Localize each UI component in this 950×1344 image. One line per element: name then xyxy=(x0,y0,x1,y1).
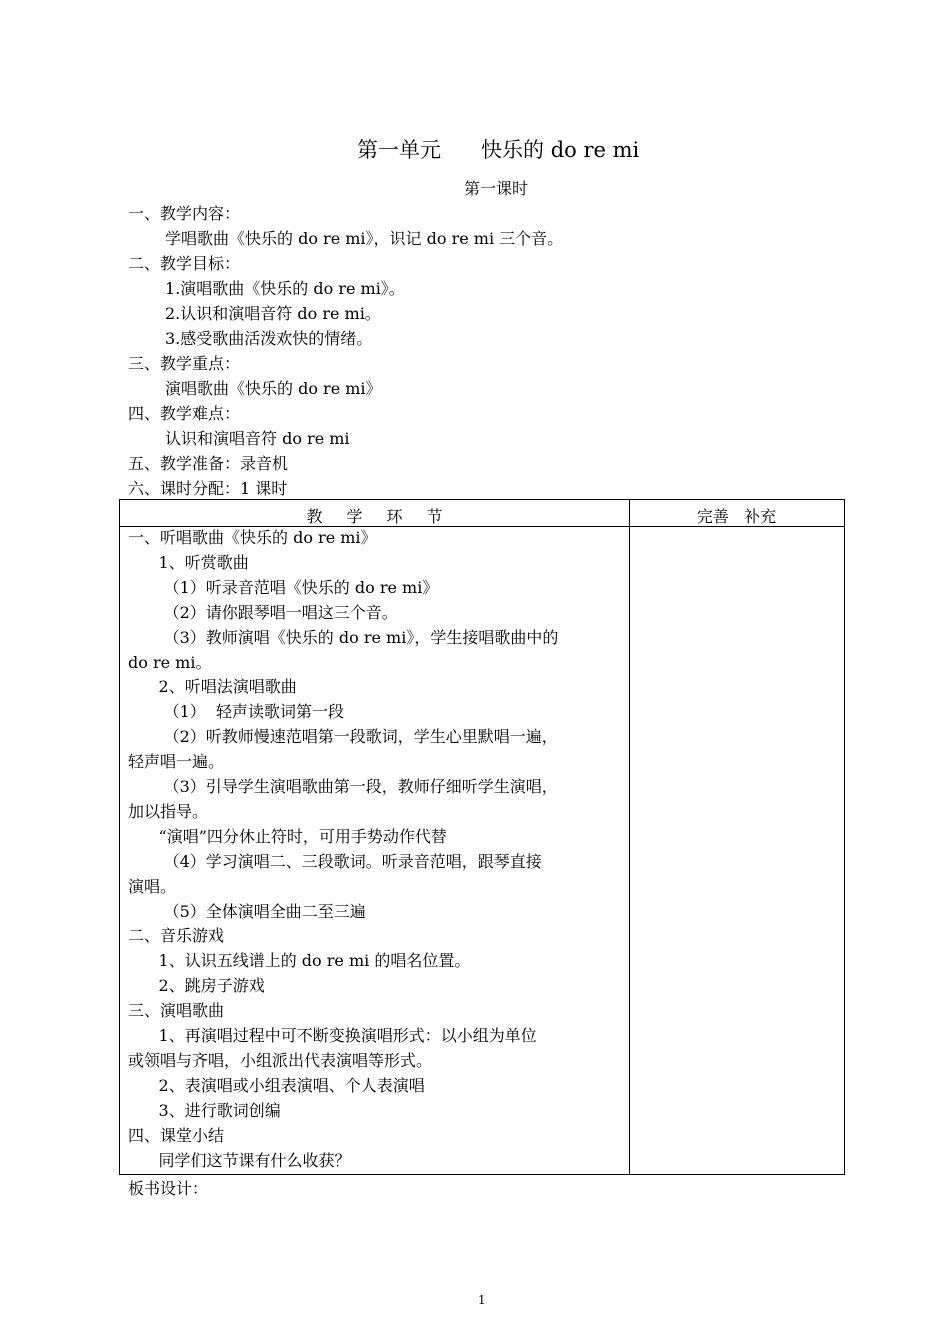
table-row: do re mi。 xyxy=(128,652,212,672)
table-row: 二、音乐游戏 xyxy=(128,926,225,946)
lesson-subtitle: 第一课时 xyxy=(464,179,529,198)
table-row: 3、进行歌词创编 xyxy=(128,1100,281,1120)
table-row: 演唱。 xyxy=(128,876,177,896)
table-row: （2）听教师慢速范唱第一段歌词，学生心里默唱一遍， xyxy=(128,727,558,747)
page-title: 第一单元 快乐的 do re mi xyxy=(357,138,640,162)
table-row: “演唱”四分休止符时，可用手势动作代替 xyxy=(128,826,447,846)
table-row: （1） 轻声读歌词第一段 xyxy=(128,702,344,722)
table-row: （4）学习演唱二、三段歌词。听录音范唱，跟琴直接 xyxy=(128,851,542,871)
table-row: 或领唱与齐唱，小组派出代表演唱等形式。 xyxy=(128,1050,433,1070)
table-row: 加以指导。 xyxy=(128,801,209,821)
table-row: （5）全体演唱全曲二至三遍 xyxy=(128,901,366,921)
table-row: 2、跳房子游戏 xyxy=(128,976,265,996)
table-row: 同学们这节课有什么收获？ xyxy=(128,1150,351,1170)
section-heading: 三、教学重点： xyxy=(128,354,241,373)
section-line: 学唱歌曲《快乐的 do re mi》，识记 do re mi 三个音。 xyxy=(165,229,564,248)
table-row: （3）引导学生演唱歌曲第一段，教师仔细听学生演唱， xyxy=(128,777,558,796)
section-line: 演唱歌曲《快乐的 do re mi》 xyxy=(165,379,382,398)
table-row: 1、认识五线谱上的 do re mi 的唱名位置。 xyxy=(128,951,471,971)
table-row: 轻声唱一遍。 xyxy=(128,752,225,772)
table-row: 三、演唱歌曲 xyxy=(128,1001,225,1021)
table-row: 1、再演唱过程中可不断变换演唱形式：以小组为单位 xyxy=(128,1026,537,1045)
lesson-table xyxy=(119,499,845,1175)
section-line: 1.演唱歌曲《快乐的 do re mi》。 xyxy=(165,279,405,298)
section-line: 3.感受歌曲活泼欢快的情绪。 xyxy=(165,329,373,348)
table-row: 1、听赏歌曲 xyxy=(128,552,249,572)
table-row: （3）教师演唱《快乐的 do re mi》，学生接唱歌曲中的 xyxy=(128,627,559,647)
table-row: 2、表演唱或小组表演唱、个人表演唱 xyxy=(128,1075,425,1095)
section-line: 2.认识和演唱音符 do re mi。 xyxy=(165,304,381,323)
table-row: （2）请你跟琴唱一唱这三个音。 xyxy=(128,602,398,622)
page-number: 1 xyxy=(478,1293,486,1307)
table-divider xyxy=(629,500,630,1174)
section-heading: 一、教学内容： xyxy=(128,204,241,223)
column-header-notes: 完善 补充 xyxy=(696,507,777,526)
table-row: 四、课堂小结 xyxy=(128,1125,225,1145)
section-line: 认识和演唱音符 do re mi xyxy=(165,429,350,448)
table-row: 一、听唱歌曲《快乐的 do re mi》 xyxy=(128,528,377,547)
table-row: （1）听录音范唱《快乐的 do re mi》 xyxy=(128,577,439,597)
section-heading: 五、教学准备：录音机 xyxy=(128,454,289,473)
column-header-steps: 教学环节 xyxy=(306,507,467,526)
table-row: 2、听唱法演唱歌曲 xyxy=(128,677,297,697)
board-design-label: 板书设计： xyxy=(128,1179,209,1198)
section-heading: 四、教学难点： xyxy=(128,404,241,423)
section-heading: 六、课时分配：1 课时 xyxy=(128,479,288,498)
section-heading: 二、教学目标： xyxy=(128,254,241,273)
